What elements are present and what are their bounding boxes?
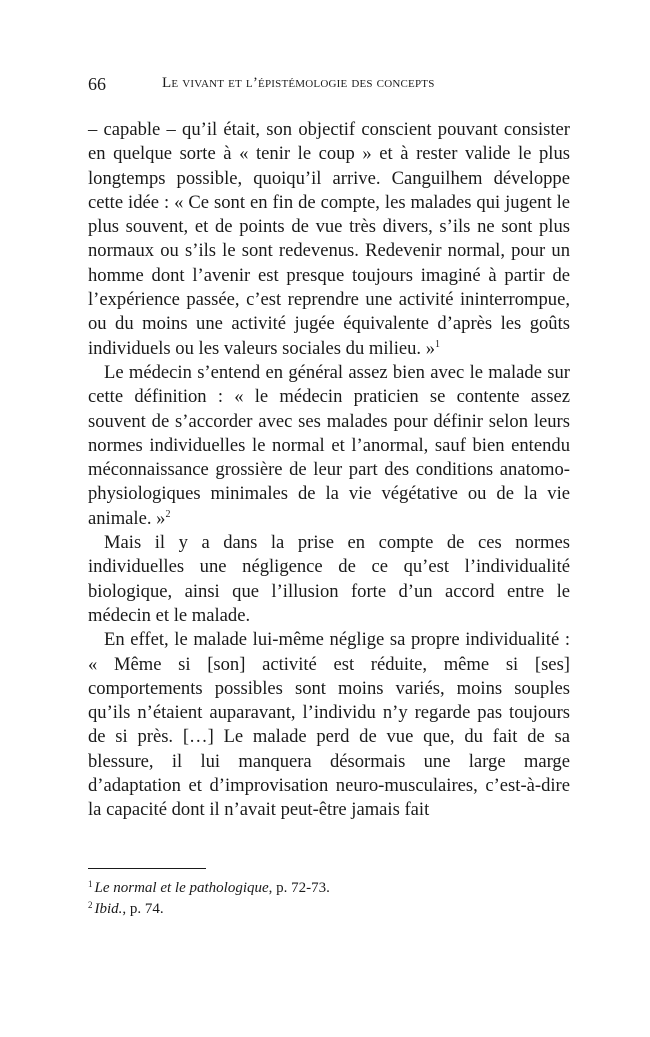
paragraph-text: – capable – qu’il était, son objectif conscient pouvant consister en quelque sorte à « tenir le coup » et à rester valide le plus longtemps possible, quoiqu’il arrive. Canguilhem développe cette idée : « Ce sont en fin de compte, les malades qui jugent le plus souvent, et de points de vue très divers, s’ils ne sont plus normaux ou s’ils le sont redevenus. Redevenir normal, pour un homme dont l’avenir est presque toujours imaginé à partir de l’expérience passée, c’est reprendre une activité ininterrompue, ou du moins une activité jugée équivalente d’après les goûts individuels ou les valeurs sociales du milieu. » — [88, 119, 570, 359]
footnote-title: Ibid. — [94, 901, 123, 917]
running-title: Le vivant et l’épistémologie des concepts — [162, 75, 435, 91]
paragraph — [88, 628, 570, 822]
footnote-pages: , p. 74. — [122, 901, 164, 917]
footnote-number: 1 — [88, 879, 93, 889]
paragraph — [88, 118, 570, 361]
page-header — [88, 74, 570, 98]
paragraph-text: En effet, le malade lui-même néglige sa propre individualité : « Même si [son] activité est réduite, même si [ses] comportements possibles sont moins variés, moins souples qu’ils n’étaient auparavant, l’individu n’y regarde pas toujours de si près. […] Le malade perd de vue que, du fait de sa blessure, il lui manquera désormais une large marge d’adaptation et d’improvisation neuro-musculaires, c’est-à-dire la capacité dont il n’avait peut-être jamais fait — [88, 629, 570, 821]
footnote-divider — [88, 868, 206, 869]
page-number: 66 — [88, 74, 106, 94]
body-text — [88, 118, 570, 823]
paragraph — [88, 531, 570, 628]
footnote-title: Le normal et le pathologique — [94, 880, 269, 896]
footnote-number: 2 — [88, 900, 93, 910]
footnote — [88, 878, 570, 899]
footnote-pages: , p. 72-73. — [268, 880, 330, 896]
footnote-reference: 2 — [165, 508, 171, 520]
paragraph — [88, 361, 570, 531]
paragraph-text: Le médecin s’entend en général assez bien avec le malade sur cette définition : « le médecin praticien se contente assez souvent de s’accorder avec ses malades pour définir selon leurs normes individuelles le normal et l’anormal, sauf bien entendu méconnaissance grossière de leur part des conditions anatomo-physiologiques minimales de la vie végétative ou de la vie animale. » — [88, 361, 570, 529]
footnotes — [88, 878, 570, 920]
paragraph-text: Mais il y a dans la prise en compte de ces normes individuelles une négligence de ce qu’est l’individualité biologique, ainsi que l’illusion forte d’un accord entre le médecin et le malade. — [88, 532, 570, 626]
footnote-reference: 1 — [435, 338, 441, 350]
footnote — [88, 899, 570, 920]
